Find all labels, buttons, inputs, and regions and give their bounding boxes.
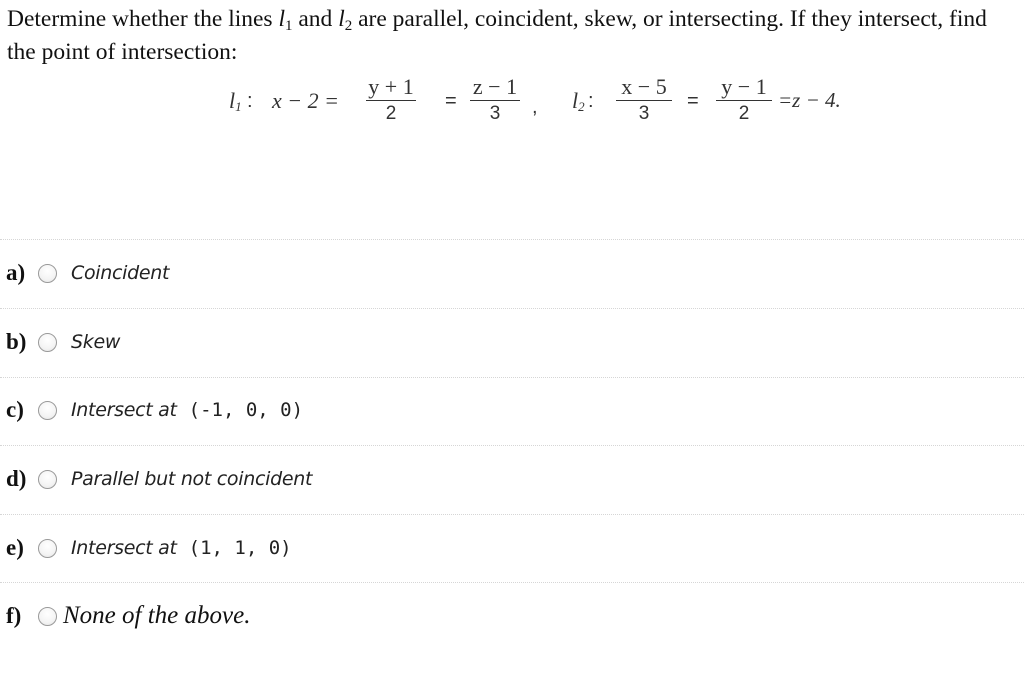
eq-l1-colon: : <box>247 90 253 112</box>
option-point: (-1, 0, 0) <box>188 399 304 421</box>
eq-l1-frac1-numerator: y + 1 <box>368 74 414 99</box>
radio-button[interactable] <box>38 264 57 283</box>
option-divider <box>0 377 1024 378</box>
question-text-and: and <box>292 6 339 32</box>
eq-l1-symbol: l <box>229 88 236 113</box>
eq-l2-frac1-numerator: x − 5 <box>621 74 667 99</box>
option-b[interactable] <box>6 322 120 362</box>
option-label: Intersect at <box>71 399 177 421</box>
option-divider <box>0 239 1024 240</box>
eq-l2-frac2-denominator: 2 <box>738 103 750 124</box>
eq-l2-equals: = <box>687 90 699 112</box>
option-letter: c) <box>6 397 24 422</box>
option-label: Parallel but not coincident <box>71 468 313 490</box>
line-1-subscript: 1 <box>285 18 293 34</box>
eq-l2-symbol: l <box>572 88 579 113</box>
option-divider <box>0 308 1024 309</box>
option-letter: e) <box>6 535 24 560</box>
option-e[interactable] <box>6 528 292 568</box>
eq-l1-frac2-denominator: 3 <box>489 103 501 124</box>
eq-l2-fraction-1 <box>616 75 672 125</box>
eq-l2-label <box>572 88 585 115</box>
equation-block <box>0 72 1024 147</box>
line-2-symbol: l <box>338 6 345 32</box>
option-d[interactable] <box>6 459 312 499</box>
question-text <box>7 3 1017 69</box>
option-divider <box>0 582 1024 583</box>
eq-l1-frac1-denominator: 2 <box>385 103 397 124</box>
option-divider <box>0 514 1024 515</box>
option-a[interactable] <box>6 253 169 293</box>
radio-button[interactable] <box>38 539 57 558</box>
fraction-bar <box>716 100 772 101</box>
eq-l2-frac2-numerator: y − 1 <box>721 74 767 99</box>
eq-l1-equals: = <box>445 90 457 112</box>
option-divider <box>0 445 1024 446</box>
option-letter: a) <box>6 260 26 285</box>
radio-button[interactable] <box>38 470 57 489</box>
eq-l2-fraction-2 <box>716 75 772 125</box>
line-2-subscript: 2 <box>344 18 353 34</box>
fraction-bar <box>616 100 672 101</box>
eq-l2-colon: : <box>588 90 594 112</box>
eq-l2-tail: =z − 4. <box>778 88 841 112</box>
eq-l1-label <box>229 88 242 115</box>
radio-button[interactable] <box>38 333 57 352</box>
eq-l1-fraction-1 <box>366 75 416 125</box>
fraction-bar <box>470 100 520 101</box>
eq-l1-subscript: 1 <box>235 99 242 114</box>
line-1-symbol: l <box>278 6 285 32</box>
question-text-1: Determine whether the lines <box>7 6 279 32</box>
radio-button[interactable] <box>38 607 57 626</box>
eq-l1-fraction-2 <box>470 75 520 125</box>
question-text-2: are parallel, coincident, skew, or intersecting. If they intersect, find the point of intersection: <box>7 6 987 65</box>
eq-comma: , <box>532 96 538 118</box>
eq-l2-subscript: 2 <box>578 99 585 114</box>
eq-l1-frac2-numerator: z − 1 <box>472 74 518 99</box>
fraction-bar <box>366 100 416 101</box>
option-label: Coincident <box>71 262 170 284</box>
option-label: None of the above. <box>63 602 251 629</box>
option-label: Skew <box>71 331 121 353</box>
option-label: Intersect at <box>71 537 177 559</box>
option-point: (1, 1, 0) <box>188 537 292 559</box>
eq-l1-lead: x − 2 = <box>272 88 339 113</box>
option-letter: b) <box>6 329 27 354</box>
option-letter: d) <box>6 466 27 491</box>
option-c[interactable] <box>6 390 303 430</box>
eq-l2-frac1-denominator: 3 <box>638 103 650 124</box>
radio-button[interactable] <box>38 401 57 420</box>
option-letter: f) <box>6 603 22 628</box>
option-f[interactable] <box>6 596 250 636</box>
